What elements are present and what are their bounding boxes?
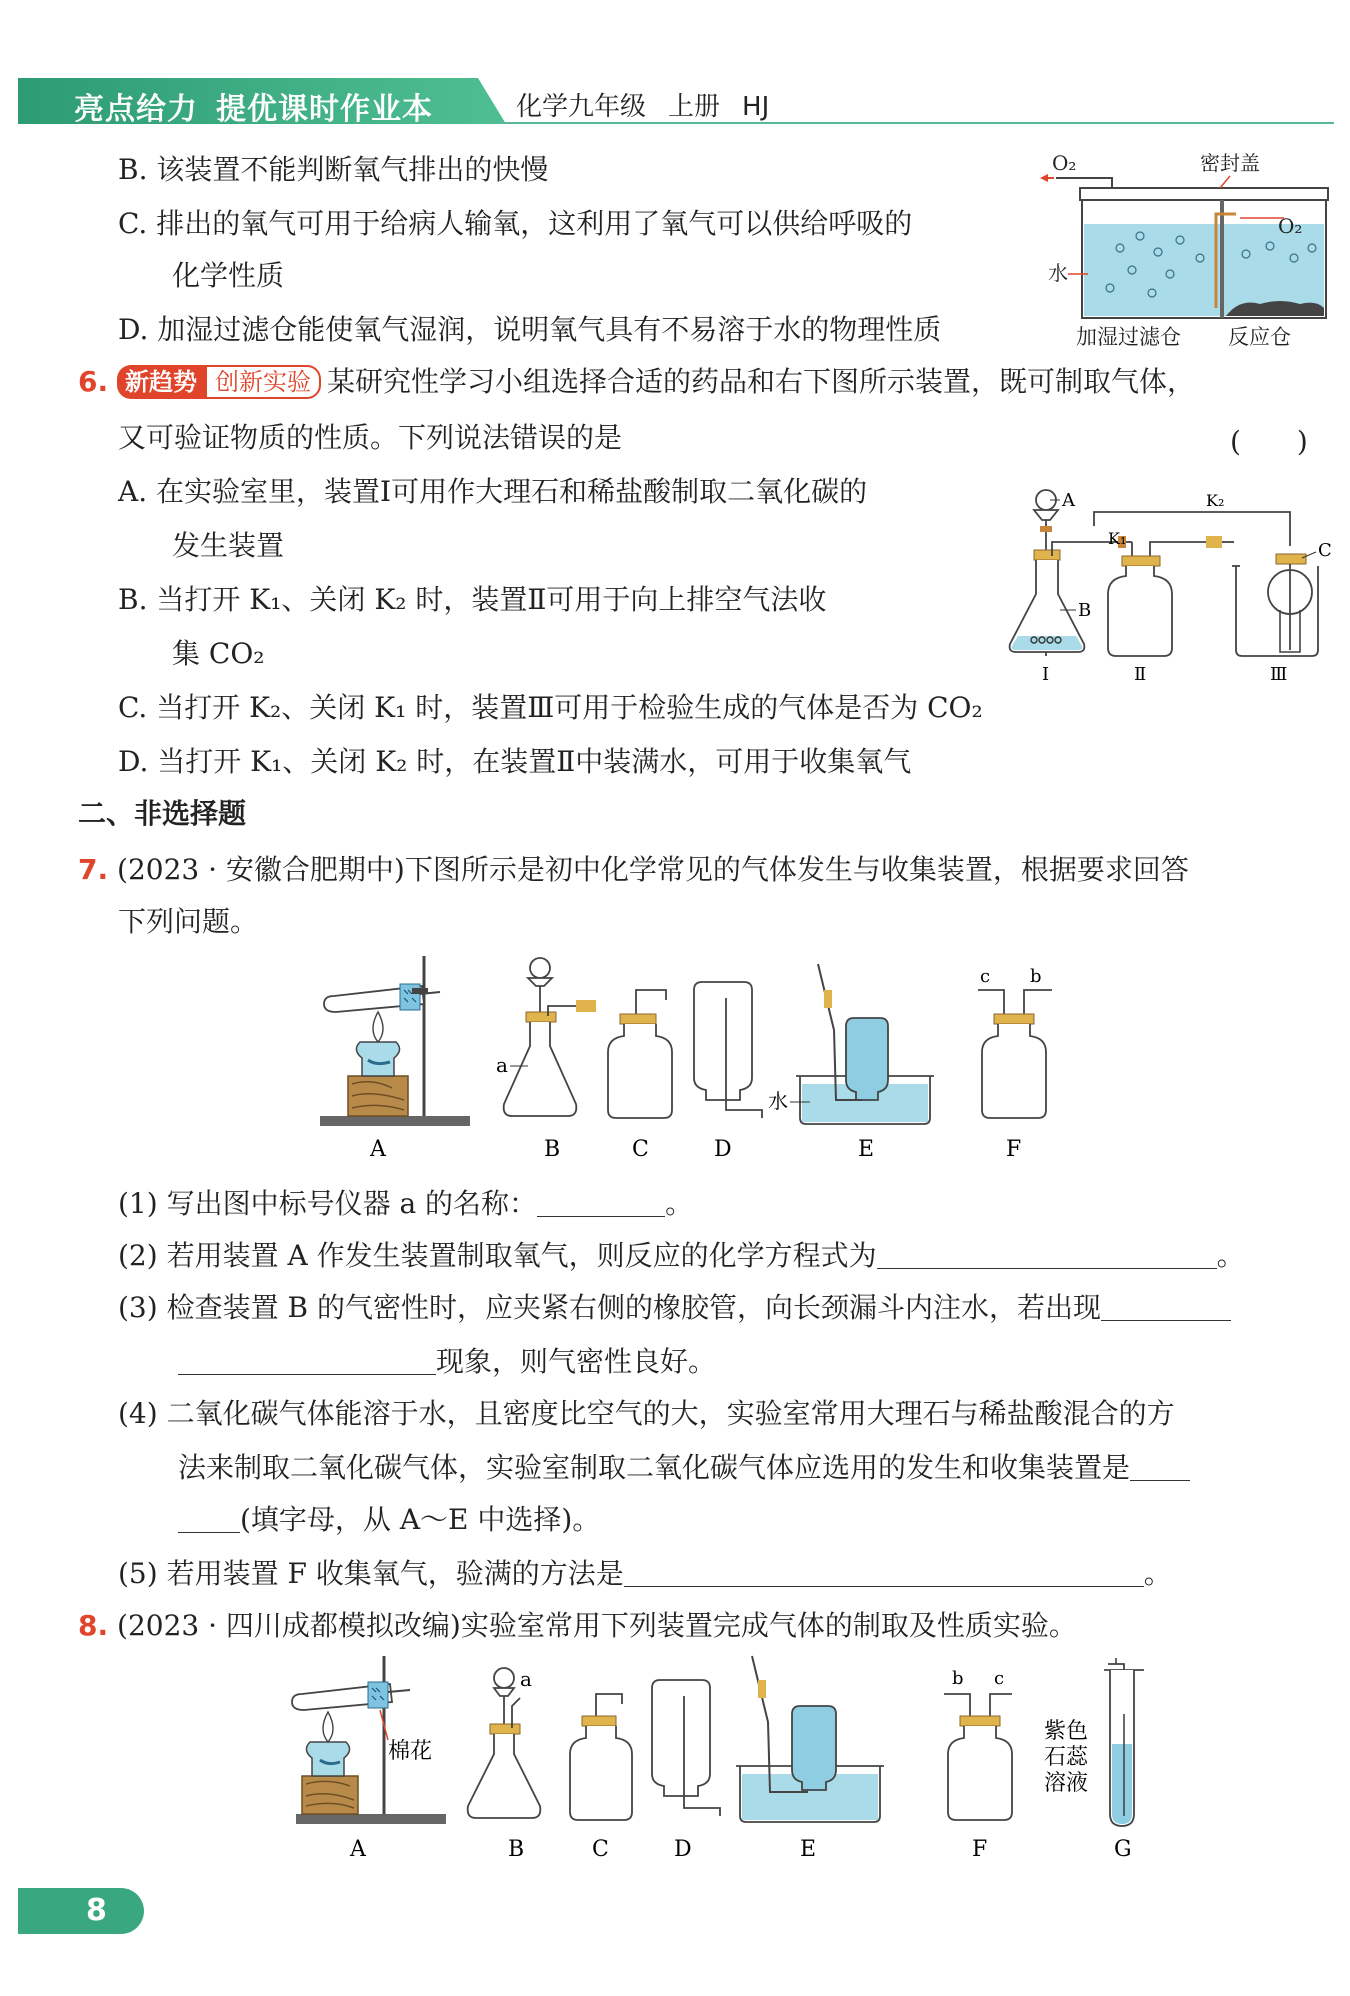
label-small-c: c <box>994 1668 1005 1689</box>
series-name: 提优课时作业本 <box>216 92 433 127</box>
label-f: F <box>1006 1137 1022 1162</box>
apparatus-a <box>320 956 470 1162</box>
water-label: 水 <box>768 1089 788 1113</box>
litmus-label-2: 石蕊 <box>1044 1745 1089 1770</box>
page-number: 8 <box>18 1888 144 1934</box>
label-iii: Ⅲ <box>1270 664 1288 685</box>
q7-part-3-text: (3) 检查装置 B 的气密性时，应夹紧右侧的橡胶管，向长颈漏斗内注水，若出现 <box>118 1291 1101 1324</box>
q7-part-1 <box>118 1186 693 1222</box>
header-book-info <box>516 86 791 123</box>
label-small-c: c <box>980 966 991 987</box>
q6-option-b-cont: 集 CO₂ <box>172 637 265 670</box>
cotton-label: 棉花 <box>388 1739 433 1764</box>
q7-part-4-cont2 <box>178 1502 600 1538</box>
q6-tag-innovation: 创新实验 <box>205 365 321 399</box>
label-i: Ⅰ <box>1042 664 1050 685</box>
reaction-chamber-label: 反应仓 <box>1228 325 1291 348</box>
q7-part-2 <box>118 1238 1245 1274</box>
subject: 化学九年级 <box>516 92 647 122</box>
q7-part-3-blank-b[interactable] <box>178 1347 436 1375</box>
label-b: B <box>1078 600 1092 621</box>
outlet-pipe <box>1056 178 1112 188</box>
label-small-b: b <box>952 1668 964 1689</box>
lid-label: 密封盖 <box>1200 151 1260 175</box>
q7-part-4-blank-a[interactable] <box>1130 1453 1190 1481</box>
q7-part-5 <box>118 1556 1172 1592</box>
q5-oxygen-generator-figure <box>1040 148 1330 348</box>
q6-option-c: C. 当打开 K₂、关闭 K₁ 时，装置Ⅲ可用于检验生成的气体是否为 CO₂ <box>118 691 983 724</box>
q7-part-4: (4) 二氧化碳气体能溶于水，且密度比空气的大，实验室常用大理石与稀盐酸混合的方 <box>118 1397 1175 1430</box>
volume: 上册 <box>668 92 721 122</box>
q5-option-d: D. 加湿过滤仓能使氧气湿润，说明氧气具有不易溶于水的物理性质 <box>118 313 942 346</box>
q6-apparatus-figure <box>1000 476 1336 686</box>
label-small-a: a <box>520 1667 532 1691</box>
q7-part-1-end: 。 <box>665 1187 694 1220</box>
q7-part-3 <box>118 1290 1231 1326</box>
q7-part-5-blank[interactable] <box>624 1559 1144 1587</box>
sealed-lid <box>1080 188 1328 200</box>
apparatus-b <box>468 1667 541 1862</box>
header-rule <box>488 122 1334 124</box>
q7-part-4-cont2-text: (填字母，从 A～E 中选择)。 <box>240 1503 601 1536</box>
o2-label-left: O₂ <box>1052 151 1077 175</box>
q7-part-1-text: (1) 写出图中标号仪器 a 的名称： <box>118 1187 538 1220</box>
label-f: F <box>972 1837 988 1862</box>
label-b: B <box>508 1837 525 1862</box>
filter-chamber-water <box>1084 224 1220 316</box>
apparatus-e <box>768 964 934 1162</box>
litmus-label-1: 紫色 <box>1044 1719 1089 1744</box>
q7-apparatus-figure <box>312 950 1132 1164</box>
apparatus-f <box>944 1668 1012 1862</box>
q8-stem-text: (2023 · 四川成都模拟改编)实验室常用下列装置完成气体的制取及性质实验。 <box>117 1609 1077 1642</box>
q7-part-4-cont <box>178 1450 1190 1486</box>
q7-part-3-cont <box>178 1344 716 1380</box>
label-small-a: a <box>496 1053 508 1077</box>
q5-option-c-cont: 化学性质 <box>172 259 285 292</box>
label-b: B <box>544 1137 561 1162</box>
edition: HJ <box>742 92 770 122</box>
label-k2: K₂ <box>1206 491 1225 510</box>
q6-number: 6. <box>78 365 109 398</box>
water-label: 水 <box>1048 261 1068 285</box>
header-title <box>74 84 433 128</box>
apparatus-iii <box>1232 540 1332 685</box>
apparatus-g <box>1044 1658 1144 1862</box>
label-c: C <box>592 1837 609 1862</box>
label-a: A <box>350 1837 366 1862</box>
q7-part-5-text: (5) 若用装置 F 收集氧气，验满的方法是 <box>118 1557 624 1590</box>
q7-part-2-blank[interactable] <box>877 1241 1217 1269</box>
q7-part-4-blank-b[interactable] <box>178 1505 240 1533</box>
q6-tag-trend: 新趋势 <box>117 365 205 399</box>
apparatus-i <box>1010 490 1094 685</box>
q7-part-2-end: 。 <box>1216 1239 1245 1272</box>
q7-part-4-cont-text: 法来制取二氧化碳气体，实验室制取二氧化碳气体应选用的发生和收集装置是 <box>178 1451 1131 1484</box>
label-e: E <box>858 1137 875 1162</box>
label-d: D <box>714 1137 732 1162</box>
page-header <box>18 78 1334 127</box>
apparatus-a <box>292 1656 446 1862</box>
apparatus-c <box>608 990 672 1162</box>
q6-option-d: D. 当打开 K₁、关闭 K₂ 时，在装置Ⅱ中装满水，可用于收集氧气 <box>118 745 912 778</box>
o2-arrowhead-left <box>1040 174 1048 182</box>
q8-stem <box>78 1608 1077 1644</box>
apparatus-c <box>570 1694 632 1862</box>
q7-part-5-end: 。 <box>1143 1557 1172 1590</box>
label-g: G <box>1114 1837 1132 1862</box>
label-a: A <box>370 1137 386 1162</box>
apparatus-e <box>736 1656 884 1862</box>
apparatus-b <box>496 958 596 1162</box>
q6-stem-cont: 又可验证物质的性质。下列说法错误的是 <box>118 421 623 454</box>
divider <box>1220 200 1224 318</box>
q5-option-c: C. 排出的氧气可用于给病人输氧，这利用了氧气可以供给呼吸的 <box>118 207 913 240</box>
filter-chamber-label: 加湿过滤仓 <box>1076 325 1181 348</box>
label-d: D <box>674 1837 692 1862</box>
apparatus-f <box>978 966 1052 1162</box>
label-k1: K₁ <box>1108 529 1127 548</box>
q6-option-a: A. 在实验室里，装置Ⅰ可用作大理石和稀盐酸制取二氧化碳的 <box>118 475 868 508</box>
brand-name: 亮点给力 <box>74 92 198 127</box>
apparatus-ii <box>1094 529 1174 685</box>
label-e: E <box>800 1837 817 1862</box>
q7-number: 7. <box>78 853 109 886</box>
apparatus-d <box>652 1680 720 1862</box>
q8-apparatus-figure <box>288 1654 1166 1868</box>
o2-label-right: O₂ <box>1278 214 1303 238</box>
q6-option-a-cont: 发生装置 <box>172 529 285 562</box>
q7-stem <box>78 852 1189 888</box>
label-a: A <box>1062 490 1075 511</box>
q8-number: 8. <box>78 1609 109 1642</box>
label-ii: Ⅱ <box>1134 664 1147 685</box>
q7-part-3-cont-text: 现象，则气密性良好。 <box>436 1345 717 1378</box>
q7-part-1-blank[interactable] <box>537 1189 665 1217</box>
q6-stem <box>78 364 1195 400</box>
q6-stem-text: 某研究性学习小组选择合适的药品和右下图所示装置，既可制取气体， <box>327 365 1196 398</box>
q7-stem-cont: 下列问题。 <box>118 905 259 938</box>
q7-stem-text: (2023 · 安徽合肥期中)下图所示是初中化学常见的气体发生与收集装置，根据要求回答 <box>117 853 1189 886</box>
section-heading: 二、非选择题 <box>78 797 247 830</box>
label-c: C <box>632 1137 649 1162</box>
q7-part-2-text: (2) 若用装置 A 作发生装置制取氧气，则反应的化学方程式为 <box>118 1239 877 1272</box>
label-small-b: b <box>1030 966 1042 987</box>
q6-answer-paren: ( ) <box>1230 425 1308 458</box>
label-c: C <box>1318 540 1332 561</box>
q5-option-b: B. 该装置不能判断氧气排出的快慢 <box>118 153 549 186</box>
q7-part-3-blank-a[interactable] <box>1101 1293 1231 1321</box>
litmus-label-3: 溶液 <box>1044 1771 1089 1796</box>
lid-pointer <box>1220 176 1230 188</box>
q6-option-b: B. 当打开 K₁、关闭 K₂ 时，装置Ⅱ可用于向上排空气法收 <box>118 583 827 616</box>
apparatus-d <box>694 982 762 1162</box>
